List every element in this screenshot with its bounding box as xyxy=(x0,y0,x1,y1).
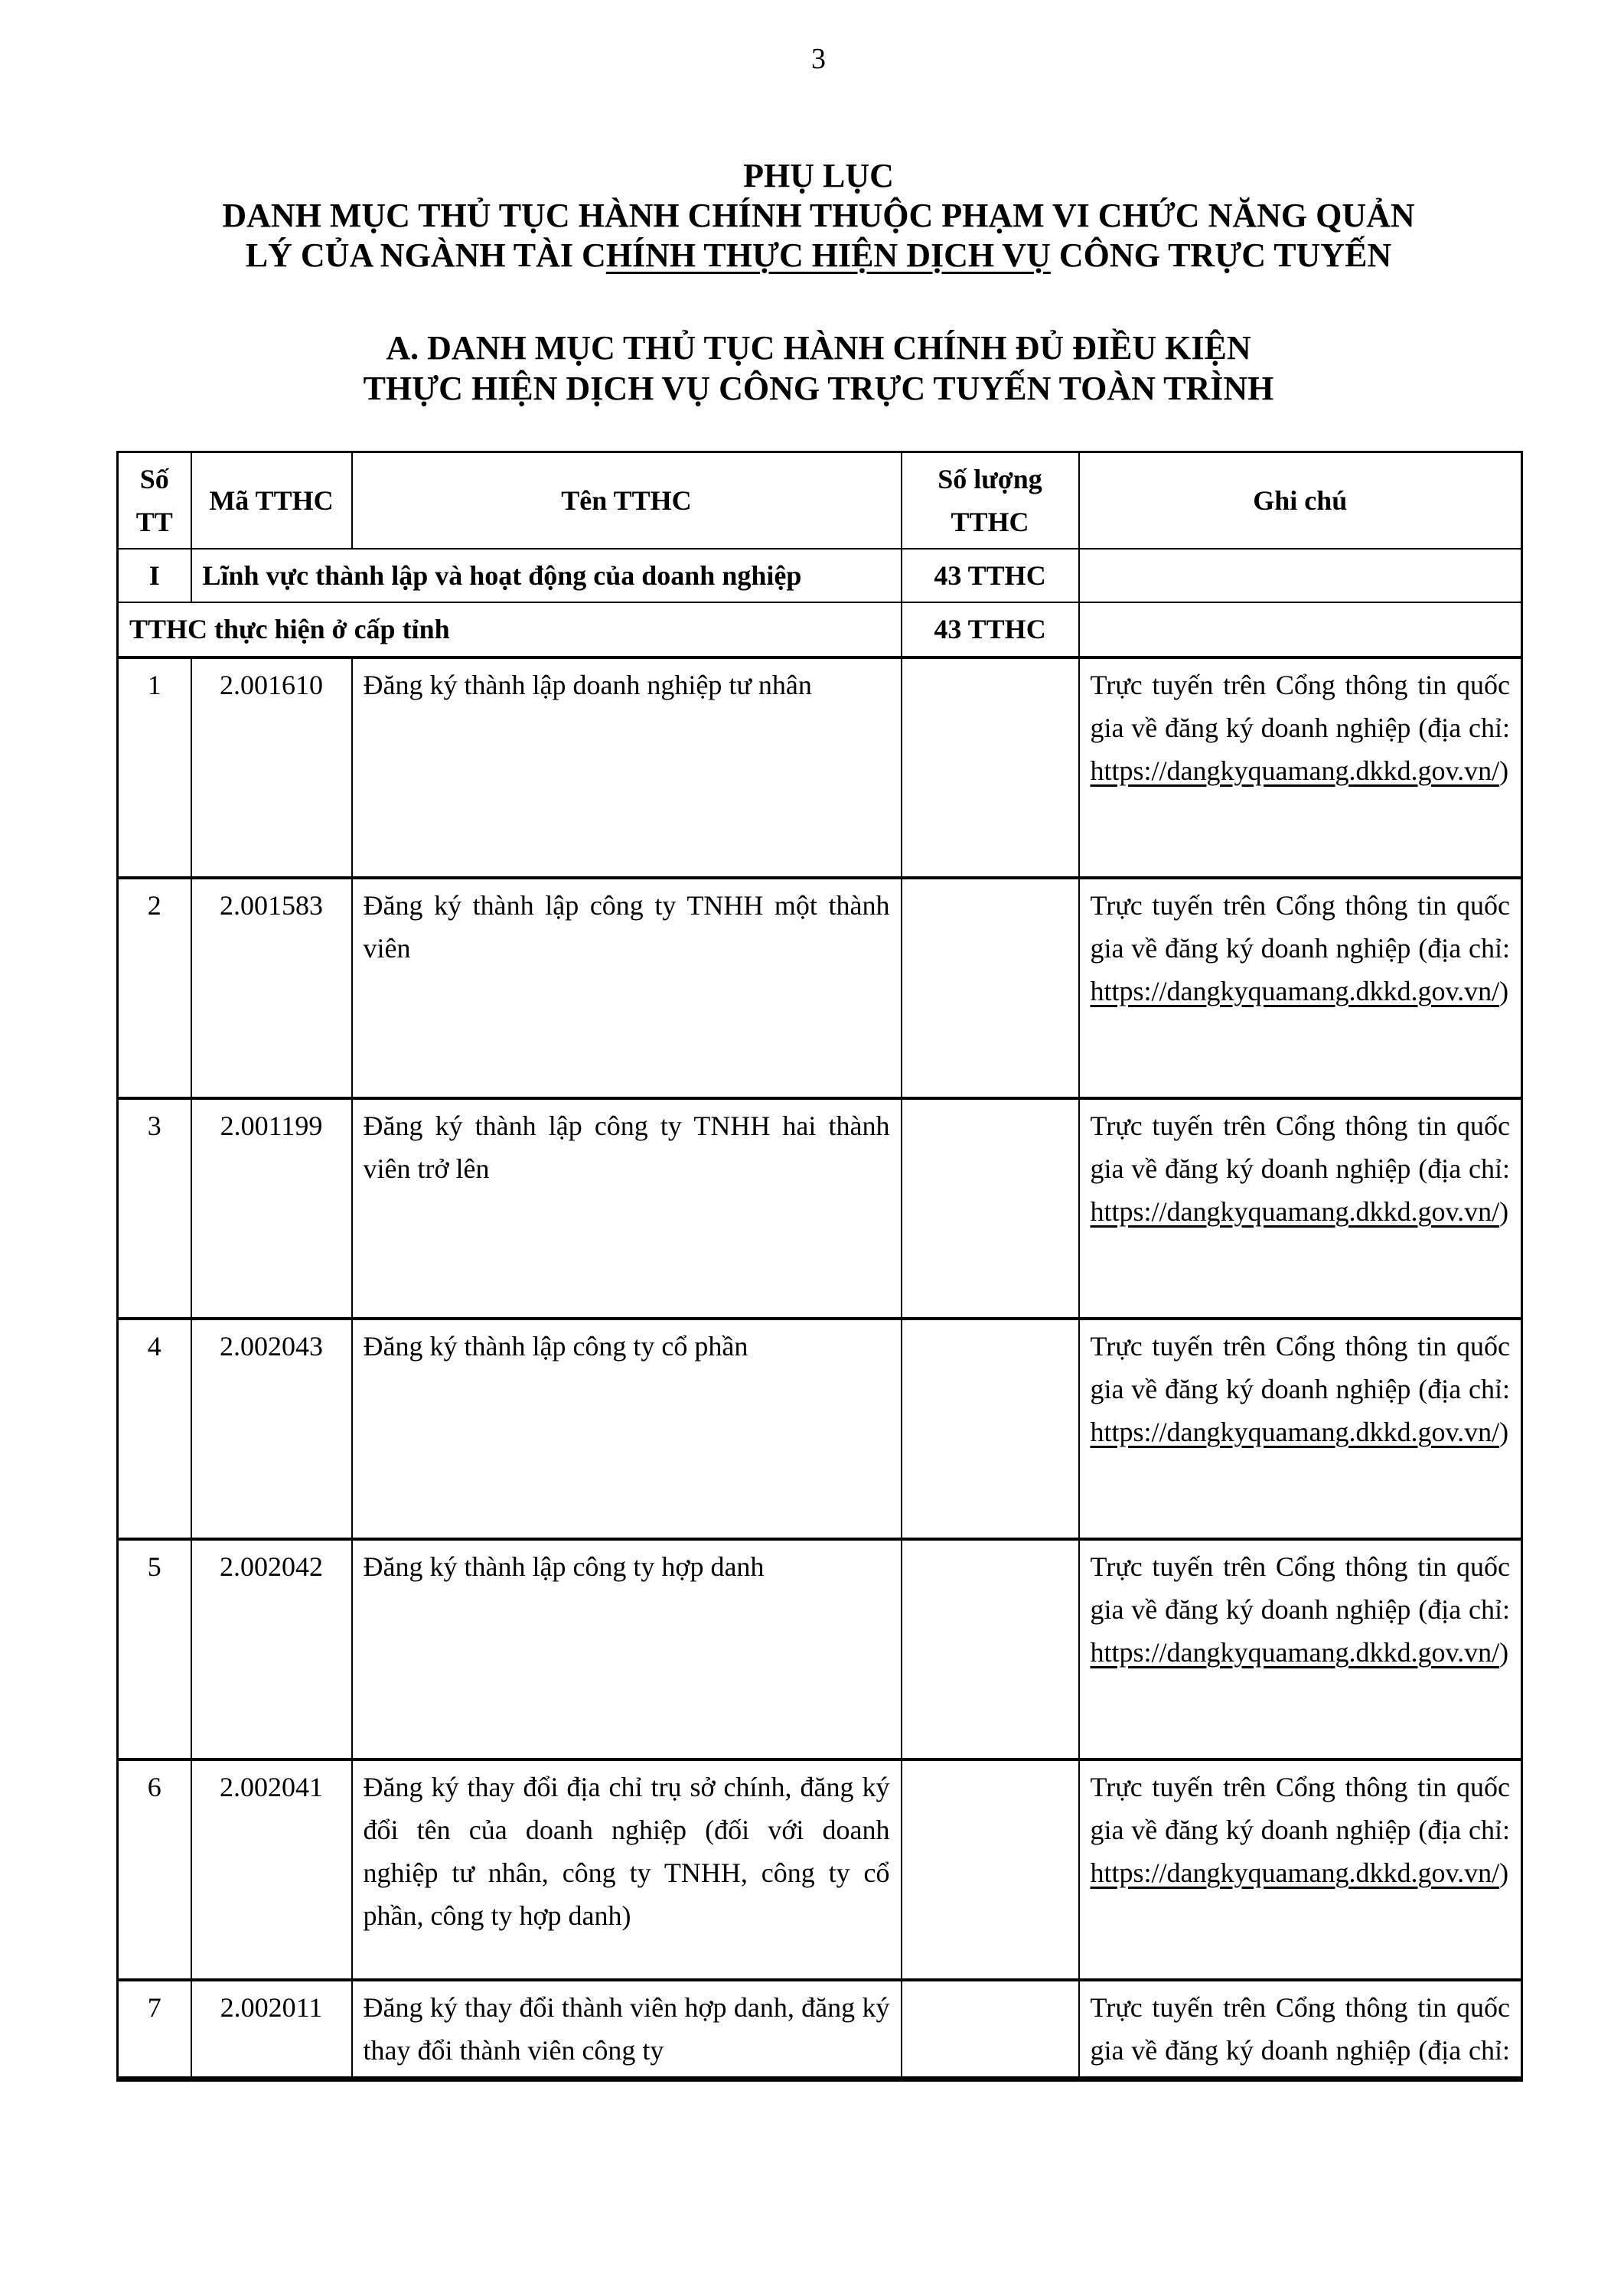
table-row xyxy=(118,1539,1522,1760)
note-prefix: Trực tuyến trên Cổng thông tin quốc gia về đăng ký doanh nghiệp (địa chỉ: xyxy=(1090,1551,1510,1625)
page-content xyxy=(116,0,1521,2082)
note-prefix: Trực tuyến trên Cổng thông tin quốc gia về đăng ký doanh nghiệp (địa chỉ: xyxy=(1090,1110,1510,1184)
procedure-code-cell: 2.002043 xyxy=(191,1319,352,1539)
row-number-cell: 3 xyxy=(118,1098,191,1319)
table-row xyxy=(118,1760,1522,1980)
title-line-1: PHỤ LỤC xyxy=(743,156,894,194)
document-title xyxy=(116,156,1521,276)
procedure-code-cell: 2.002041 xyxy=(191,1760,352,1980)
table-row xyxy=(118,1319,1522,1539)
procedure-code-cell: 2.002042 xyxy=(191,1539,352,1760)
note-text xyxy=(1091,664,1511,872)
note-prefix: Trực tuyến trên Cổng thông tin quốc gia về đăng ký doanh nghiệp (địa chỉ: xyxy=(1090,669,1510,743)
note-url-link[interactable]: https://dangkyquamang.dkkd.gov.vn/ xyxy=(1090,1636,1500,1668)
quantity-cell xyxy=(902,1098,1079,1319)
section-row xyxy=(118,549,1522,602)
table-row xyxy=(118,1980,1522,2079)
note-text xyxy=(1091,884,1511,1092)
column-header-so-luong-tthc: Số lượng TTHC xyxy=(902,452,1079,550)
page-number: 3 xyxy=(811,43,826,75)
note-cell xyxy=(1079,1760,1522,1980)
quantity-cell xyxy=(902,1319,1079,1539)
row-number-cell: 5 xyxy=(118,1539,191,1760)
section-a-heading-line-1: A. DANH MỤC THỦ TỤC HÀNH CHÍNH ĐỦ ĐIỀU KIỆN xyxy=(386,329,1251,367)
note-link-line xyxy=(1091,1411,1511,1453)
note-url-link[interactable]: https://dangkyquamang.dkkd.gov.vn/ xyxy=(1090,975,1500,1006)
note-cell xyxy=(1079,878,1522,1098)
quantity-cell xyxy=(902,1760,1079,1980)
note-cell xyxy=(1079,1980,1522,2079)
note-cell xyxy=(1079,1319,1522,1539)
procedure-code-cell: 2.001199 xyxy=(191,1098,352,1319)
title-line-3-underlined: HÍNH THỰC HIỆN DỊCH VỤ xyxy=(605,236,1051,274)
subsection-row xyxy=(118,602,1522,657)
subsection-count-cell: 43 TTHC xyxy=(902,602,1079,657)
quantity-cell xyxy=(902,1980,1079,2079)
column-header-ten-tthc: Tên TTHC xyxy=(352,452,902,550)
procedure-name-cell: Đăng ký thay đổi thành viên hợp danh, đăng ký thay đổi thành viên công ty xyxy=(352,1980,902,2079)
title-line-3-pre: LÝ CỦA NGÀNH TÀI C xyxy=(245,236,606,274)
title-line-3 xyxy=(116,236,1521,276)
procedure-name-cell: Đăng ký thành lập công ty cổ phần xyxy=(352,1319,902,1539)
title-line-3-post: CÔNG TRỰC TUYẾN xyxy=(1050,236,1392,274)
note-link-line xyxy=(1091,749,1511,792)
note-suffix: ) xyxy=(1499,755,1509,786)
row-number-cell: 2 xyxy=(118,878,191,1098)
table-header-row xyxy=(118,452,1522,550)
note-prefix: Trực tuyến trên Cổng thông tin quốc gia về đăng ký doanh nghiệp (địa chỉ: xyxy=(1090,1330,1510,1404)
row-number-cell: 4 xyxy=(118,1319,191,1539)
note-suffix: ) xyxy=(1499,1195,1509,1227)
note-text xyxy=(1091,1104,1511,1313)
procedure-code-cell: 2.001583 xyxy=(191,878,352,1098)
subsection-note-cell xyxy=(1079,602,1522,657)
procedure-code-cell: 2.001610 xyxy=(191,657,352,878)
row-number-cell: 1 xyxy=(118,657,191,878)
note-cell xyxy=(1079,1539,1522,1760)
note-url-link[interactable]: https://dangkyquamang.dkkd.gov.vn/ xyxy=(1090,1195,1500,1227)
title-line-2: DANH MỤC THỦ TỤC HÀNH CHÍNH THUỘC PHẠM VI CHỨC NĂNG QUẢN xyxy=(222,196,1415,234)
procedure-name-cell: Đăng ký thành lập công ty hợp danh xyxy=(352,1539,902,1760)
column-header-ma-tthc: Mã TTHC xyxy=(191,452,352,550)
note-url-link[interactable]: https://dangkyquamang.dkkd.gov.vn/ xyxy=(1090,1416,1500,1447)
note-suffix: ) xyxy=(1499,1416,1509,1447)
section-a-heading xyxy=(116,328,1521,409)
note-url-link[interactable]: https://dangkyquamang.dkkd.gov.vn/ xyxy=(1090,755,1500,786)
note-suffix: ) xyxy=(1499,975,1509,1006)
note-text xyxy=(1091,1766,1511,1974)
row-number-cell: 7 xyxy=(118,1980,191,2079)
quantity-cell xyxy=(902,657,1079,878)
note-cell xyxy=(1079,1098,1522,1319)
section-a-heading-line-2: THỰC HIỆN DỊCH VỤ CÔNG TRỰC TUYẾN TOÀN TRÌNH xyxy=(363,370,1274,408)
section-number-cell: I xyxy=(118,549,191,602)
note-suffix: ) xyxy=(1499,1636,1509,1668)
row-number-cell: 6 xyxy=(118,1760,191,1980)
procedure-name-cell: Đăng ký thành lập công ty TNHH hai thành viên trở lên xyxy=(352,1098,902,1319)
procedures-table xyxy=(116,451,1523,2082)
note-link-line xyxy=(1091,970,1511,1013)
section-note-cell xyxy=(1079,549,1522,602)
note-link-line xyxy=(1091,1851,1511,1894)
note-prefix: Trực tuyến trên Cổng thông tin quốc gia về đăng ký doanh nghiệp (địa chỉ: xyxy=(1090,1771,1510,1845)
note-text xyxy=(1091,1325,1511,1533)
table-row xyxy=(118,878,1522,1098)
note-cell xyxy=(1079,657,1522,878)
note-link-line xyxy=(1091,1631,1511,1674)
table-body xyxy=(118,549,1522,2079)
note-text xyxy=(1091,1986,1511,2072)
procedure-name-cell: Đăng ký thành lập doanh nghiệp tư nhân xyxy=(352,657,902,878)
section-label-cell: Lĩnh vực thành lập và hoạt động của doanh nghiệp xyxy=(191,549,902,602)
subsection-label-cell: TTHC thực hiện ở cấp tỉnh xyxy=(118,602,902,657)
column-header-ghi-chu: Ghi chú xyxy=(1079,452,1522,550)
table-row xyxy=(118,1098,1522,1319)
section-count-cell: 43 TTHC xyxy=(902,549,1079,602)
note-text xyxy=(1091,1545,1511,1753)
column-header-stt: Số TT xyxy=(118,452,191,550)
quantity-cell xyxy=(902,878,1079,1098)
procedure-name-cell: Đăng ký thành lập công ty TNHH một thành viên xyxy=(352,878,902,1098)
note-prefix: Trực tuyến trên Cổng thông tin quốc gia về đăng ký doanh nghiệp (địa chỉ: xyxy=(1090,889,1510,964)
procedure-name-cell: Đăng ký thay đổi địa chỉ trụ sở chính, đăng ký đổi tên của doanh nghiệp (đối với doanh nghiệp tư nhân, công ty TNHH, công ty cổ phần, công ty hợp danh) xyxy=(352,1760,902,1980)
note-suffix: ) xyxy=(1499,1857,1509,1888)
table-row xyxy=(118,657,1522,878)
note-prefix: Trực tuyến trên Cổng thông tin quốc gia về đăng ký doanh nghiệp (địa chỉ: xyxy=(1090,1991,1510,2066)
quantity-cell xyxy=(902,1539,1079,1760)
note-link-line xyxy=(1091,1190,1511,1233)
procedure-code-cell: 2.002011 xyxy=(191,1980,352,2079)
note-url-link[interactable]: https://dangkyquamang.dkkd.gov.vn/ xyxy=(1090,1857,1500,1888)
